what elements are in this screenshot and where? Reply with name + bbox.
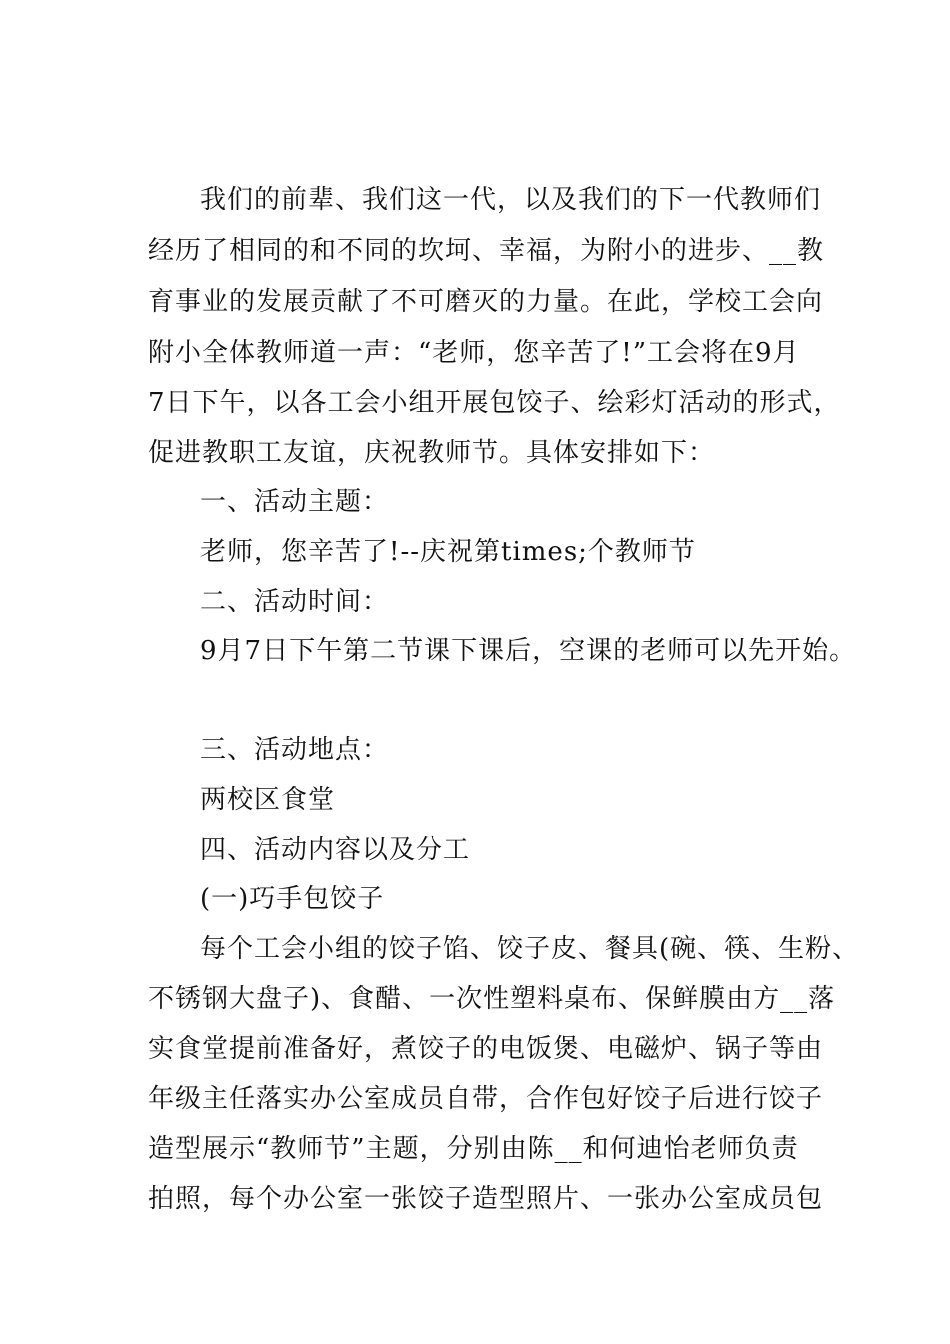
time-content: 9月7日下午第二节课下课后，空课的老师可以先开始。: [200, 636, 857, 666]
theme-content: 老师，您辛苦了!--庆祝第times;个教师节: [200, 537, 696, 567]
paragraph-line-6: 促进教职工友谊，庆祝教师节。具体安排如下：: [148, 438, 716, 468]
dumplings-line-5: 造型展示“教师节”主题，分别由陈__和何迪怡老师负责: [148, 1134, 799, 1164]
paragraph-line-5: 7日下午，以各工会小组开展包饺子、绘彩灯活动的形式，: [148, 388, 841, 418]
dumplings-line-1: 每个工会小组的饺子馅、饺子皮、餐具(碗、筷、生粉、: [200, 934, 860, 964]
section-heading-theme: 一、活动主题：: [200, 487, 390, 517]
section-heading-time: 二、活动时间：: [200, 587, 390, 617]
paragraph-line-3: 育事业的发展贡献了不可磨灭的力量。在此，学校工会向: [148, 287, 824, 317]
dumplings-line-2: 不锈钢大盘子)、食醋、一次性塑料桌布、保鲜膜由方__落: [148, 984, 836, 1014]
section-heading-location: 三、活动地点：: [200, 735, 390, 765]
paragraph-line-2: 经历了相同的和不同的坎坷、幸福，为附小的进步、__教: [148, 236, 825, 266]
section-heading-content: 四、活动内容以及分工: [200, 835, 471, 865]
dumplings-line-6: 拍照，每个办公室一张饺子造型照片、一张办公室成员包: [148, 1184, 824, 1214]
paragraph-line-1: 我们的前辈、我们这一代，以及我们的下一代教师们: [200, 185, 822, 215]
dumplings-line-3: 实食堂提前准备好，煮饺子的电饭煲、电磁炉、锅子等由: [148, 1034, 824, 1064]
paragraph-line-4: 附小全体教师道一声：“老师，您辛苦了!”工会将在9月: [148, 338, 800, 368]
location-content: 两校区食堂: [200, 785, 336, 815]
dumplings-line-4: 年级主任落实办公室成员自带，合作包好饺子后进行饺子: [148, 1084, 824, 1114]
subsection-heading-dumplings: (一)巧手包饺子: [200, 884, 385, 914]
